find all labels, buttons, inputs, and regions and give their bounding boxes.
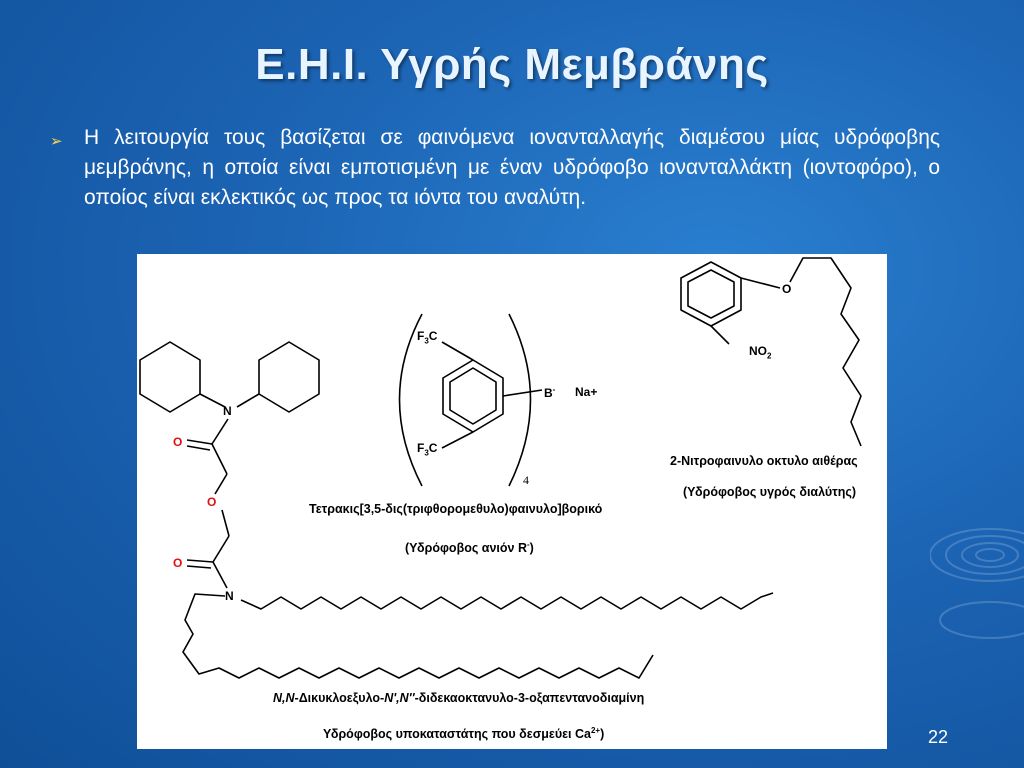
arrowhead-bullet-icon: ➢ — [50, 133, 63, 150]
boron-atom-label: B- — [544, 385, 556, 400]
ligand-role: Υδρόφοβος υποκαταστάτης που δεσμεύει $Ca^{2+}$) — [323, 726, 605, 742]
nitrogen-atom-label: N — [225, 589, 234, 603]
nitrogen-atom-label: N — [223, 404, 232, 418]
cyclohexyl-ring-left — [140, 342, 200, 412]
cf3-group-label: $F_3C$ — [417, 441, 438, 458]
sodium-ion-label: Na+ — [575, 385, 598, 399]
ether-oxygen-atom-label: O — [782, 282, 792, 296]
oxygen-atom-label: O — [173, 435, 183, 449]
water-ripple-icon — [930, 520, 1024, 640]
slide-title: Ε.Η.Ι. Υγρής Μεμβράνης — [255, 40, 769, 89]
stoichiometry-subscript: 4 — [523, 473, 529, 487]
benzene-ring-borate — [443, 360, 503, 432]
oxygen-atom-label: O — [173, 556, 183, 570]
nitro-group-label: $NO_2$ — [749, 344, 772, 361]
octadecyl-chain-upper — [241, 593, 773, 609]
page-number: 22 — [928, 727, 949, 747]
ether-oxygen-atom-label: O — [207, 495, 217, 509]
octyl-chain — [790, 258, 861, 446]
cyclohexyl-ring-right — [259, 342, 319, 412]
borate-name: Τετρακις[3,5-δις(τριφθορομεθυλο)φαινυλο]βορικό — [309, 502, 603, 516]
cf3-group-label: $F_3C$ — [417, 329, 438, 346]
ether-name: 2-Νιτροφαινυλο οκτυλο αιθέρας — [670, 454, 858, 468]
benzene-ring-ether — [681, 262, 741, 326]
ether-role: (Υδρόφοβος υγρός διαλύτης) — [683, 485, 857, 499]
bullet-text: Η λειτουργία τους βασίζεται σε φαινόμενα ιονανταλλαγής διαμέσου μίας υδρόφοβης μεμβράνης, η οποία είναι εμποτισμένη με έναν υδρόφοβο ιονανταλλάκτη (ιοντοφόρο), ο οποίος είναι εκλεκτικός ως προς τα ιόντα του αναλύτη. — [84, 126, 940, 209]
borate-role: (Υδρόφοβος ανιόν R-) — [405, 540, 534, 556]
ligand-name: N,N-Δικυκλοεξυλο-N',N''-διδεκαοκτανυλο-3-οξαπεντανοδιαμίνη — [273, 691, 645, 705]
bracket-right — [509, 314, 531, 486]
chemical-structures-figure — [137, 254, 887, 749]
